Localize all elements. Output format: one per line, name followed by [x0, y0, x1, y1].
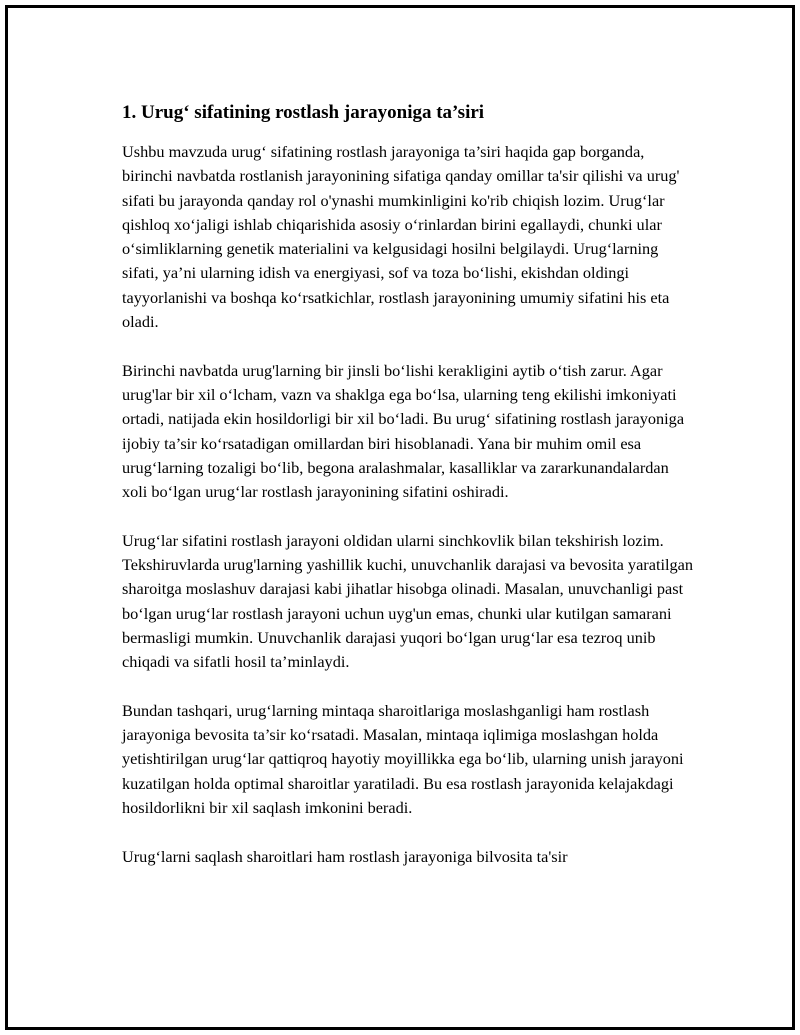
paragraph-4: Bundan tashqari, urug‘larning mintaqa sharoitlariga moslashganligi ham rostlash jarayoniga bevosita ta’sir ko‘rsatadi. Masalan, mintaqa iqlimiga moslashgan holda yetishtirilgan urug‘lar qattiqroq hayotiy moyillikka ega bo‘lib, ularning unish jarayoni kuzatilgan holda optimal sharoitlar yaratiladi. Bu esa rostlash jarayonida kelajakdagi hosildorlikni bir xil saqlash imkonini beradi.: [122, 700, 684, 818]
paragraph-5: Urug‘larni saqlash sharoitlari ham rostlash jarayoniga bilvosita ta'sir: [122, 846, 568, 866]
page-frame: [5, 5, 795, 1030]
paragraph-3: Urug‘lar sifatini rostlash jarayoni oldidan ularni sinchkovlik bilan tekshirish lozim. Tekshiruvlarda urug'larning yashillik kuchi, unuvchanlik darajasi va bevosita yaratilgan sharoitga moslashuv darajasi kabi jihatlar hisobga olinadi. Masalan, unuvchanligi past bo‘lgan urug‘lar rostlash jarayoni uchun uyg'un emas, chunki ular kutilgan samarani bermasligi mumkin. Unuvchanlik darajasi yuqori bo‘lgan urug‘lar esa tezroq unib chiqadi va sifatli hosil ta’minlaydi.: [122, 530, 694, 672]
paragraph-1: Ushbu mavzuda urug‘ sifatining rostlash jarayoniga ta’siri haqida gap borganda, birinchi navbatda rostlanish jarayonining sifatiga qanday omillar ta'sir qilishi va urug' sifati bu jarayonda qanday rol o'ynashi mumkinligini ko'rib chiqish lozim. Urug‘lar qishloq xo‘jaligi ishlab chiqarishida asosiy o‘rinlardan birini egallaydi, chunki ular o‘simliklarning genetik materialini va kelgusidagi hosilni belgilaydi. Urug‘larning sifati, ya’ni ularning idish va energiyasi, sof va toza bo‘lishi, ekishdan oldingi tayyorlanishi va boshqa ko‘rsatkichlar, rostlash jarayonining umumiy sifatini his eta oladi.: [122, 142, 680, 332]
section-heading: 1. Urug‘ sifatining rostlash jarayoniga ta’siri: [122, 102, 485, 123]
document-body: [122, 100, 694, 869]
paragraph-2: Birinchi navbatda urug'larning bir jinsli bo‘lishi kerakligini aytib o‘tish zarur. Agar urug'lar bir xil o‘lcham, vazn va shaklga ega bo‘lsa, ularning teng ekilishi imkoniyati ortadi, natijada ekin hosildorligi bir xil bo‘ladi. Bu urug‘ sifatining rostlash jarayoniga ijobiy ta’sir ko‘rsatadigan omillardan biri hisoblanadi. Yana bir muhim omil esa urug‘larning tozaligi bo‘lib, begona aralashmalar, kasalliklar va zararkunandalardan xoli bo‘lgan urug‘lar rostlash jarayonining sifatini oshiradi.: [122, 360, 685, 502]
